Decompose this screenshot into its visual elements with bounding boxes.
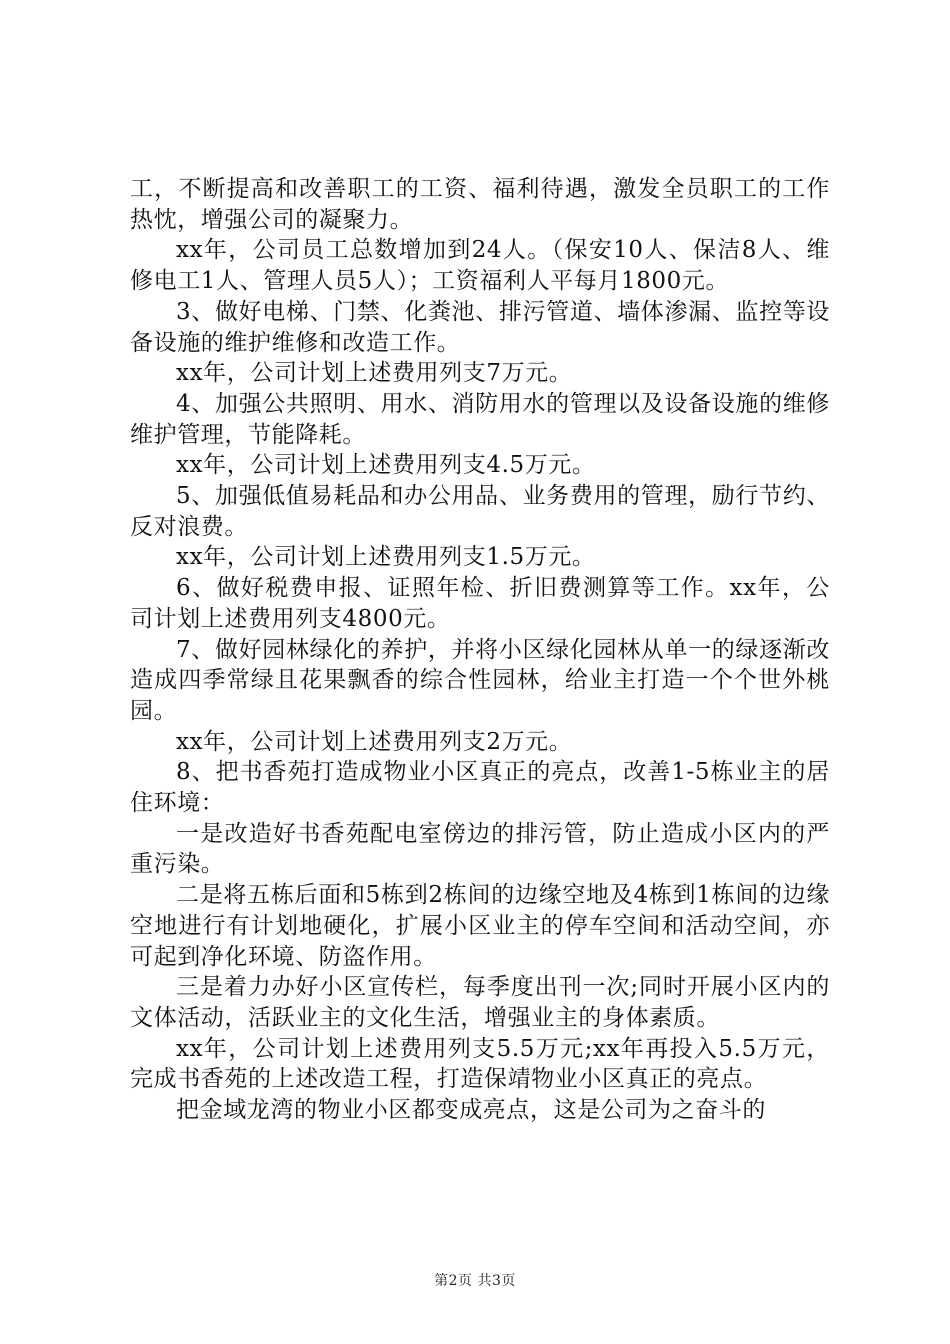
paragraph-item-5: 5、加强低值易耗品和办公用品、业务费用的管理，励行节约、反对浪费。 (130, 483, 830, 540)
paragraph-staff-count: xx年，公司员工总数增加到24人。（保安10人、保洁8人、维修电工1人、管理人员5人）；工资福利人平每月1800元。 (130, 237, 830, 295)
paragraph-item-8-point-1: 一是改造好书香苑配电室傍边的排污管，防止造成小区内的严重污染。 (130, 820, 830, 878)
paragraph-item-3-budget: xx年，公司计划上述费用列支7万元。 (176, 360, 573, 387)
paragraph-item-7-budget: xx年，公司计划上述费用列支2万元。 (176, 728, 573, 755)
paragraph-closing: 把金域龙湾的物业小区都变成亮点，这是公司为之奋斗的 (176, 1097, 766, 1124)
paragraph-continuation: 工，不断提高和改善职工的工资、福利待遇，激发全员职工的工作热忱，增强公司的凝聚力。 (130, 176, 830, 233)
paragraph-item-4-budget: xx年，公司计划上述费用列支4.5万元。 (176, 452, 596, 479)
paragraph-item-8-budget: xx年，公司计划上述费用列支5.5万元;xx年再投入5.5万元，完成书香苑的上述改造工程，打造保靖物业小区真正的亮点。 (130, 1035, 830, 1093)
paragraph-item-3: 3、做好电梯、门禁、化粪池、排污管道、墙体渗漏、监控等设备设施的维护维修和改造工作。 (130, 298, 830, 356)
page-number-footer: 第2页 共3页 (434, 1273, 516, 1289)
paragraph-item-4: 4、加强公共照明、用水、消防用水的管理以及设备设施的维修维护管理，节能降耗。 (130, 390, 830, 448)
paragraph-item-8: 8、把书香苑打造成物业小区真正的亮点，改善1-5栋业主的居住环境： (130, 759, 830, 817)
paragraph-item-8-point-3: 三是着力办好小区宣传栏，每季度出刊一次;同时开展小区内的文体活动，活跃业主的文化生活，增强业主的身体素质。 (130, 974, 830, 1031)
paragraph-item-6: 6、做好税费申报、证照年检、折旧费测算等工作。xx年，公司计划上述费用列支4800元。 (130, 575, 830, 632)
paragraph-item-8-point-2: 二是将五栋后面和5栋到2栋间的边缘空地及4栋到1栋间的边缘空地进行有计划地硬化，扩展小区业主的停车空间和活动空间，亦可起到净化环境、防盗作用。 (130, 882, 830, 970)
document-body (130, 174, 830, 1126)
paragraph-item-7: 7、做好园林绿化的养护，并将小区绿化园林从单一的绿逐渐改造成四季常绿且花果飘香的综合性园林，给业主打造一个个世外桃园。 (130, 636, 830, 724)
paragraph-item-5-budget: xx年，公司计划上述费用列支1.5万元。 (176, 544, 596, 571)
